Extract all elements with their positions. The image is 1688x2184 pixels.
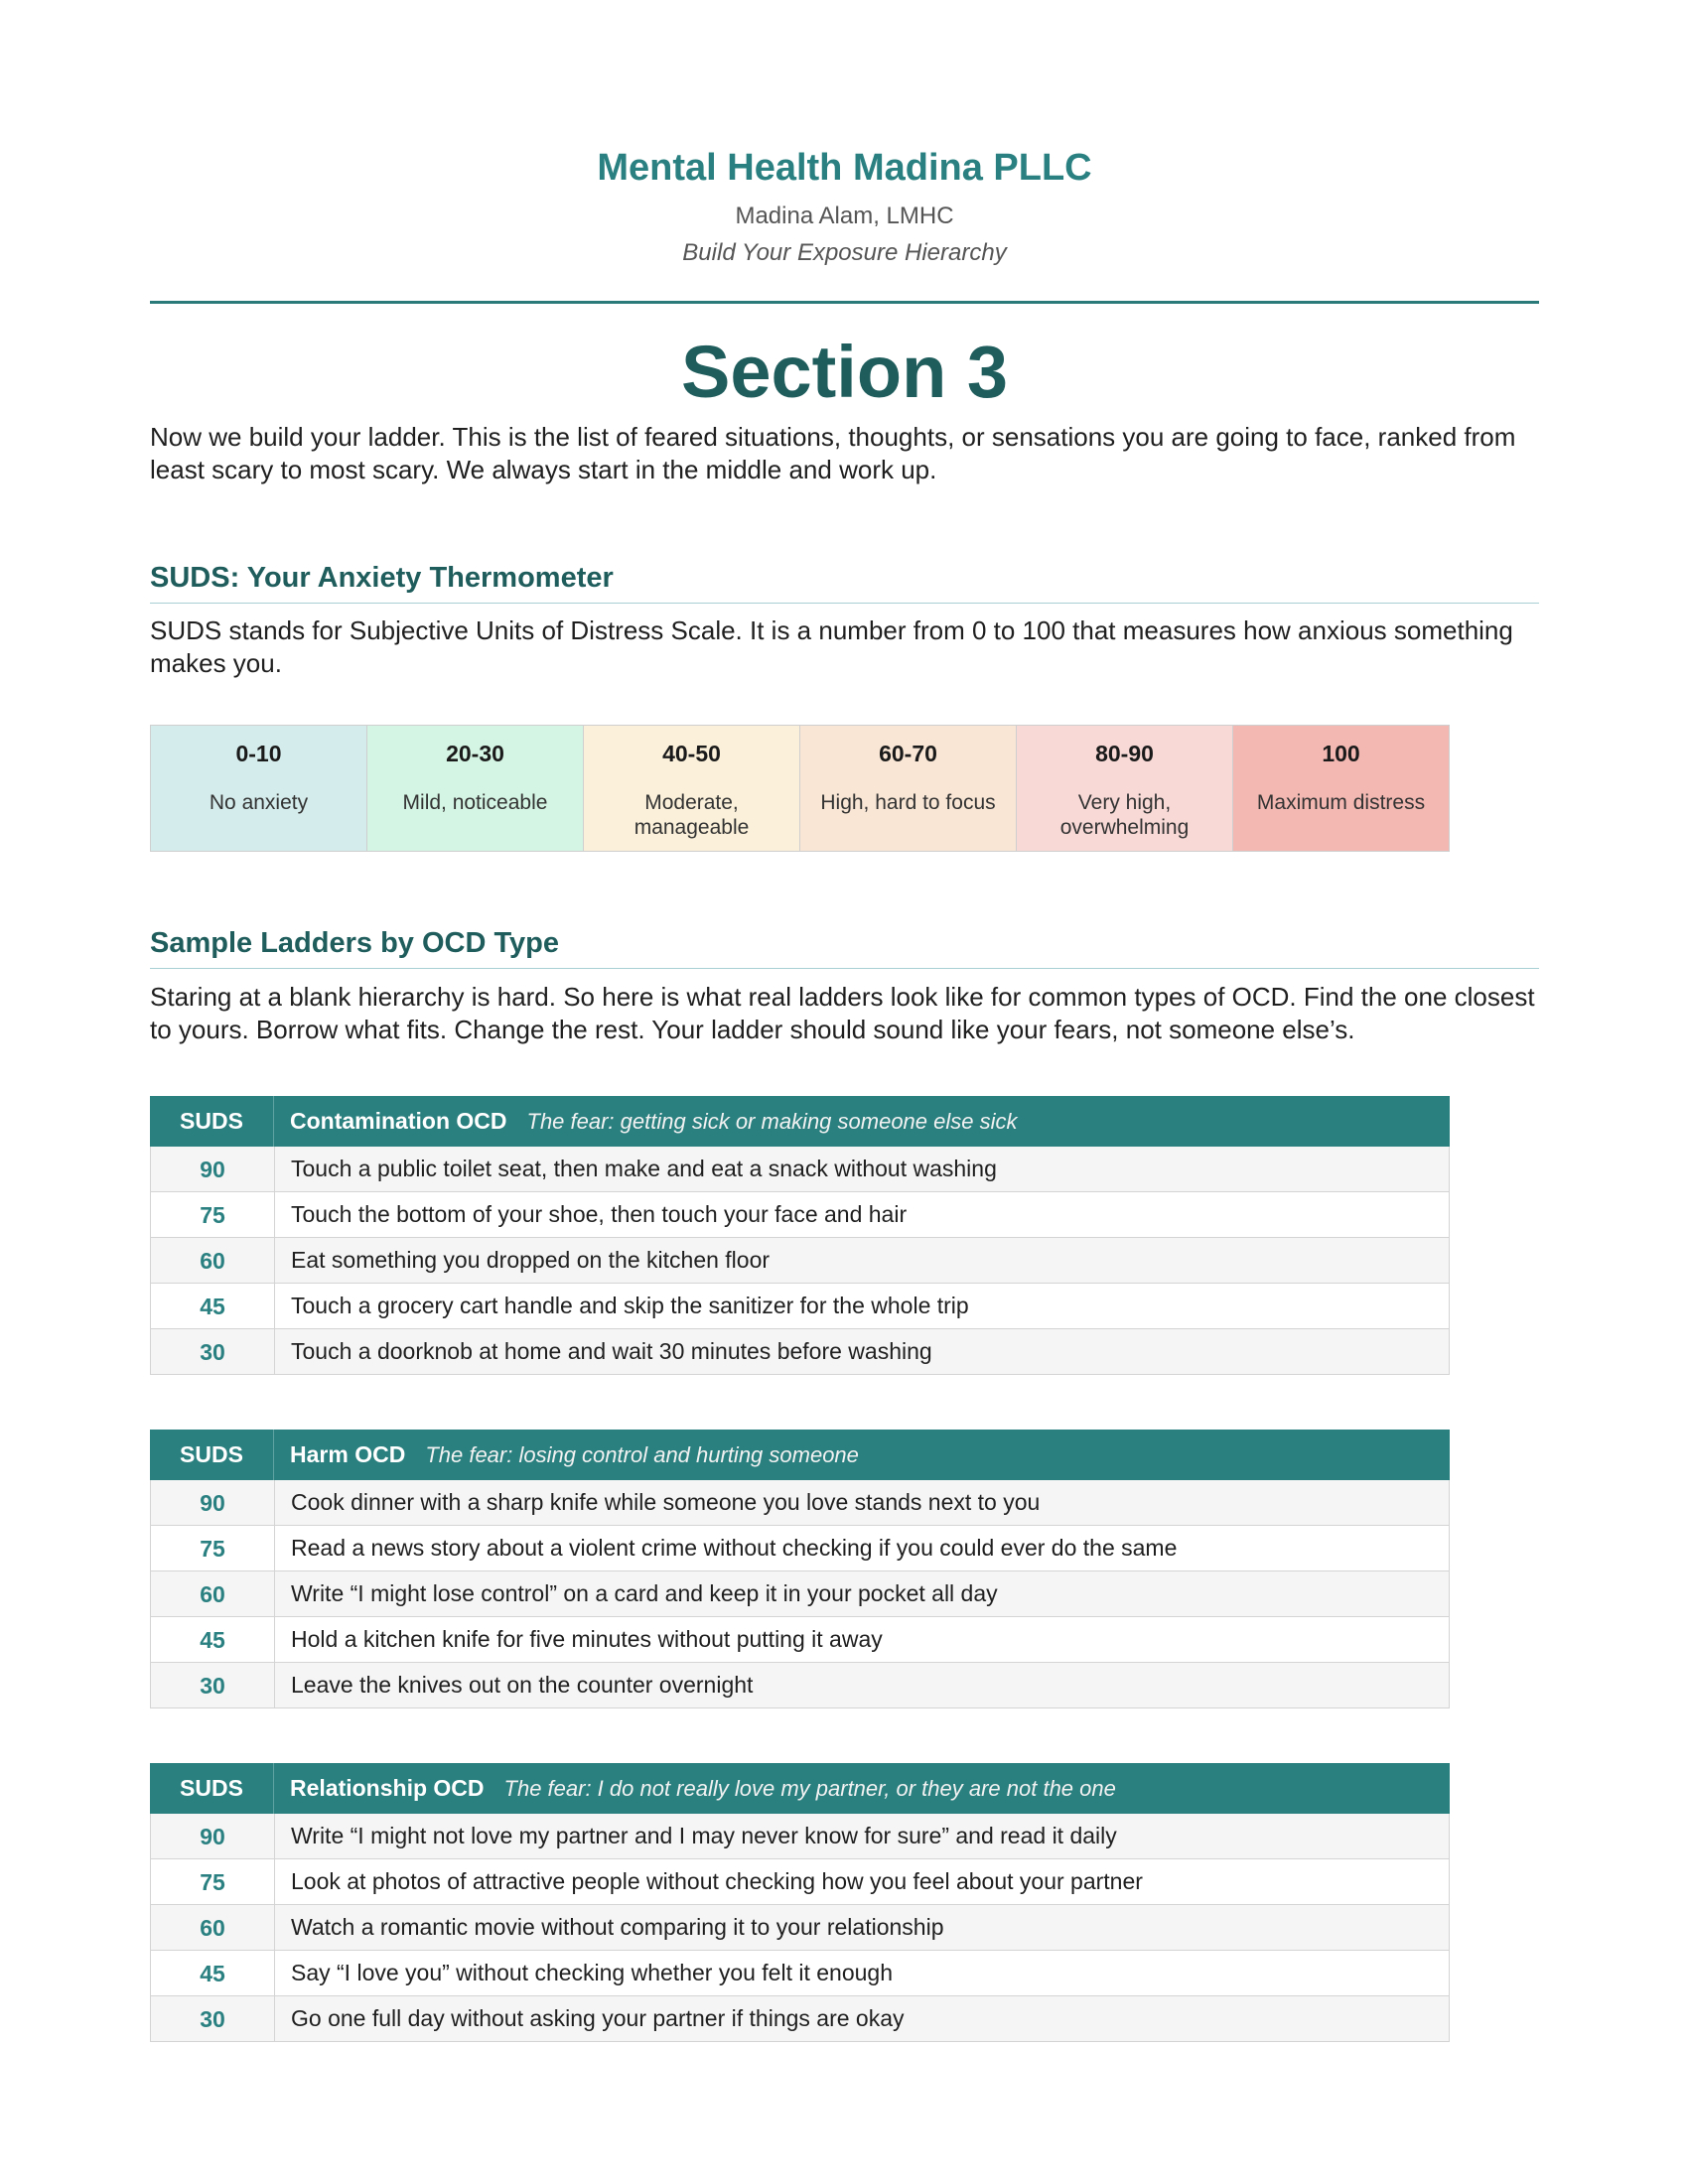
row-suds: 60 — [151, 1905, 275, 1950]
row-text: Read a news story about a violent crime without checking if you could ever do the same — [291, 1535, 1178, 1561]
table-row — [150, 1951, 1450, 1996]
samples-heading: Sample Ladders by OCD Type — [150, 927, 1539, 969]
org-name: Mental Health Madina PLLC — [597, 147, 1092, 189]
row-text: Say “I love you” without checking whether you felt it enough — [291, 1960, 894, 1985]
scale-range: 40-50 — [662, 741, 721, 766]
ladder-harm — [150, 1430, 1450, 1708]
section-title: Section 3 — [681, 331, 1008, 413]
scale-cell — [151, 726, 367, 851]
table-row — [150, 1192, 1450, 1238]
intro-paragraph: Now we build your ladder. This is the list of feared situations, thoughts, or sensations you are going to face, ranked from least scary to most scary. We always start in the middle and work up. — [150, 422, 1516, 484]
scale-cell — [1017, 726, 1233, 851]
scale-range: 80-90 — [1095, 741, 1154, 766]
suds-scale — [150, 725, 1450, 852]
scale-range: 60-70 — [879, 741, 937, 766]
row-suds: 45 — [151, 1951, 275, 1995]
scale-range: 100 — [1322, 741, 1360, 766]
row-text: Hold a kitchen knife for five minutes without putting it away — [291, 1626, 883, 1652]
row-suds: 60 — [151, 1571, 275, 1616]
row-text: Touch a grocery cart handle and skip the sanitizer for the whole trip — [291, 1293, 969, 1318]
row-text: Go one full day without asking your partner if things are okay — [291, 2005, 905, 2031]
suds-heading: SUDS: Your Anxiety Thermometer — [150, 562, 1539, 604]
row-suds: 75 — [151, 1192, 275, 1237]
row-suds: 45 — [151, 1617, 275, 1662]
row-suds: 45 — [151, 1284, 275, 1328]
ladder-fear: The fear: losing control and hurting someone — [425, 1441, 859, 1467]
row-suds: 75 — [151, 1859, 275, 1904]
table-row — [150, 1329, 1450, 1375]
ladder-header — [150, 1430, 1450, 1480]
row-suds: 75 — [151, 1526, 275, 1570]
ladder-title: Harm OCD — [290, 1441, 406, 1467]
ladder-contamination — [150, 1096, 1450, 1375]
table-row — [150, 1480, 1450, 1526]
row-text: Touch a doorknob at home and wait 30 minutes before washing — [291, 1338, 932, 1364]
row-suds: 90 — [151, 1147, 275, 1191]
ladder-fear: The fear: getting sick or making someone else sick — [526, 1108, 1018, 1134]
row-suds: 30 — [151, 1329, 275, 1374]
document-subtitle: Build Your Exposure Hierarchy — [682, 239, 1007, 266]
table-row — [150, 1859, 1450, 1905]
scale-cell — [367, 726, 584, 851]
row-text: Touch a public toilet seat, then make and eat a snack without washing — [291, 1156, 997, 1181]
table-row — [150, 1284, 1450, 1329]
scale-label: High, hard to focus — [820, 791, 996, 814]
ladder-suds-header: SUDS — [150, 1763, 274, 1814]
table-row — [150, 1996, 1450, 2042]
ladder-title: Contamination OCD — [290, 1108, 507, 1134]
ladder-title: Relationship OCD — [290, 1775, 485, 1801]
table-row — [150, 1147, 1450, 1192]
row-suds: 60 — [151, 1238, 275, 1283]
ladder-suds-header: SUDS — [150, 1430, 274, 1480]
row-suds: 30 — [151, 1663, 275, 1707]
suds-description: SUDS stands for Subjective Units of Distress Scale. It is a number from 0 to 100 that measures how anxious something makes you. — [150, 615, 1513, 678]
scale-cell — [800, 726, 1017, 851]
row-suds: 90 — [151, 1480, 275, 1525]
clinician-name: Madina Alam, LMHC — [735, 203, 954, 229]
scale-label: No anxiety — [209, 791, 309, 814]
row-text: Eat something you dropped on the kitchen floor — [291, 1247, 771, 1273]
scale-label: Mild, noticeable — [402, 791, 548, 814]
row-text: Touch the bottom of your shoe, then touch your face and hair — [291, 1201, 908, 1227]
ladder-relationship — [150, 1763, 1450, 2042]
scale-cell — [584, 726, 800, 851]
row-suds: 90 — [151, 1814, 275, 1858]
ladder-header — [150, 1096, 1450, 1147]
table-row — [150, 1905, 1450, 1951]
scale-range: 0-10 — [235, 741, 282, 766]
table-row — [150, 1238, 1450, 1284]
row-text: Watch a romantic movie without comparing it to your relationship — [291, 1914, 944, 1940]
samples-description: Staring at a blank hierarchy is hard. So here is what real ladders look like for common types of OCD. Find the one closest to yours. Borrow what fits. Change the rest. Your ladder should sound like your fears, not someone else’s. — [150, 982, 1535, 1044]
table-row — [150, 1571, 1450, 1617]
ladder-header — [150, 1763, 1450, 1814]
table-row — [150, 1663, 1450, 1708]
header-divider — [150, 301, 1539, 304]
table-row — [150, 1526, 1450, 1571]
scale-label: Moderate, manageable — [633, 791, 750, 839]
table-row — [150, 1617, 1450, 1663]
row-suds: 30 — [151, 1996, 275, 2041]
table-row — [150, 1814, 1450, 1859]
scale-label: Maximum distress — [1256, 791, 1426, 814]
ladder-suds-header: SUDS — [150, 1096, 274, 1147]
row-text: Leave the knives out on the counter overnight — [291, 1672, 754, 1698]
row-text: Write “I might not love my partner and I may never know for sure” and read it daily — [291, 1823, 1117, 1848]
scale-label: Very high, overwhelming — [1059, 791, 1190, 839]
row-text: Look at photos of attractive people without checking how you feel about your partner — [291, 1868, 1143, 1894]
ladder-fear: The fear: I do not really love my partner, or they are not the one — [503, 1775, 1116, 1801]
scale-cell — [1233, 726, 1449, 851]
scale-range: 20-30 — [446, 741, 504, 766]
row-text: Cook dinner with a sharp knife while someone you love stands next to you — [291, 1489, 1041, 1515]
row-text: Write “I might lose control” on a card and keep it in your pocket all day — [291, 1580, 998, 1606]
